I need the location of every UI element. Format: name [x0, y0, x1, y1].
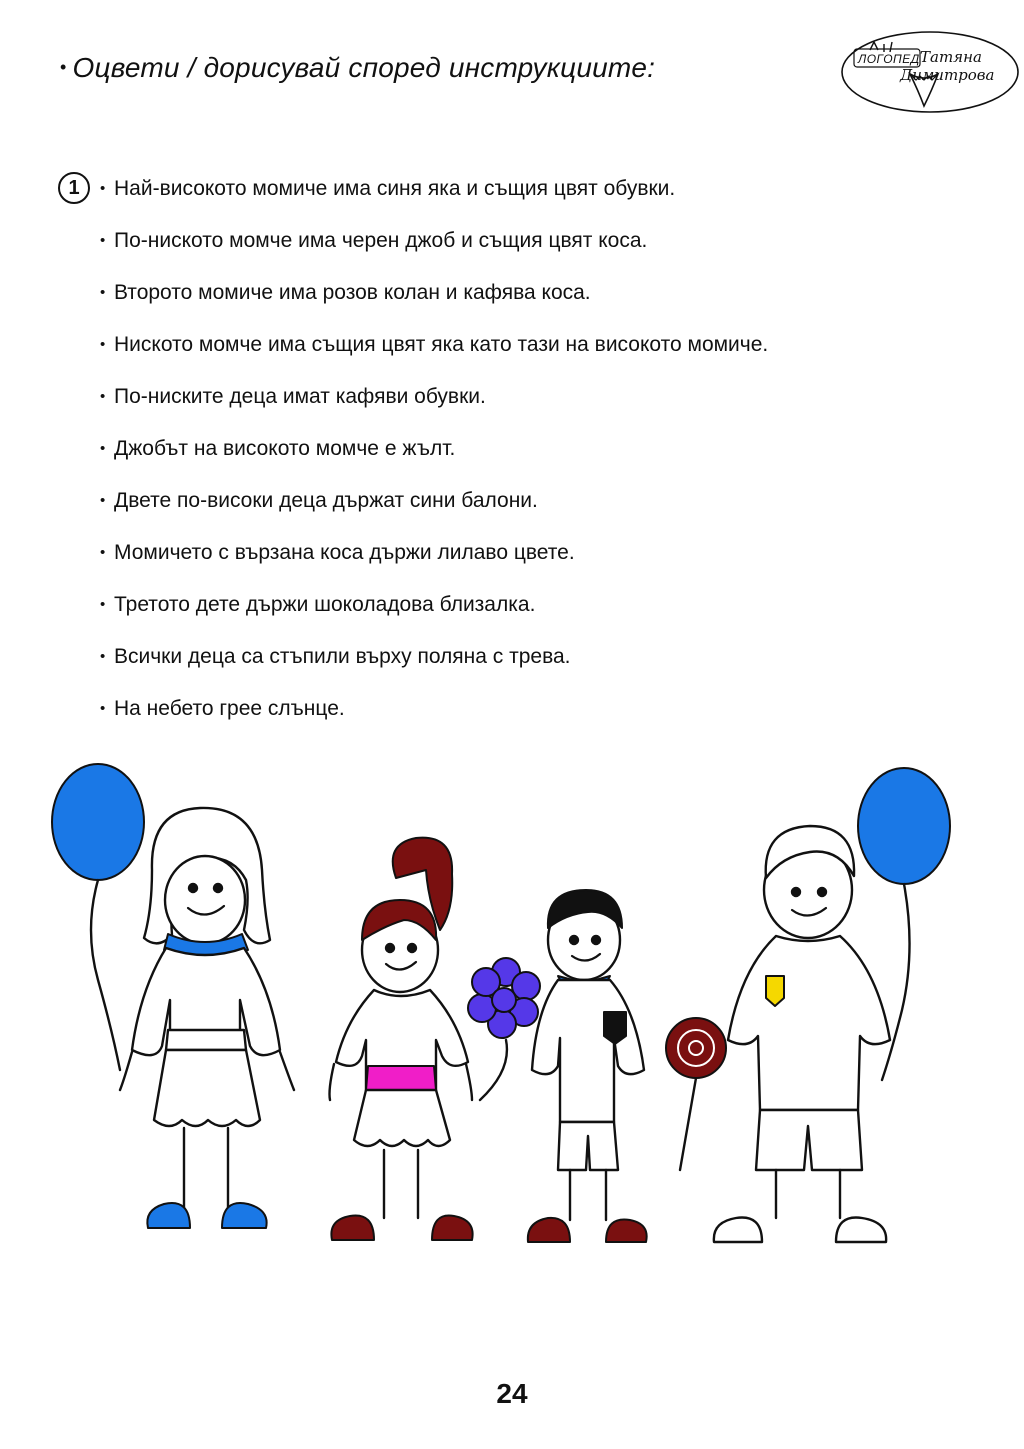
instruction-item: [100, 280, 768, 332]
instruction-text: По-ниските деца имат кафяви обувки.: [114, 385, 486, 408]
instruction-item: [100, 228, 768, 280]
bullet: •: [100, 180, 106, 197]
instruction-text: Най-високото момиче има синя яка и същия цвят обувки.: [114, 177, 676, 200]
bullet: •: [100, 492, 106, 509]
instruction-text: Двете по-високи деца държат сини балони.: [114, 489, 538, 512]
logo-text-speech-therapist: ЛОГОПЕД: [858, 52, 920, 66]
title-text: Оцвети / дорисувай според инструкциите:: [72, 52, 656, 83]
instruction-item: [100, 436, 768, 488]
bullet: •: [100, 284, 106, 301]
bullet: •: [100, 648, 106, 665]
instruction-text: По-ниското момче има черен джоб и същия цвят коса.: [114, 229, 648, 252]
logo-text-lastname: Димитрова: [900, 66, 995, 84]
title-bullet: •: [60, 57, 67, 77]
flower: [468, 958, 540, 1100]
instruction-text: На небето грее слънце.: [114, 697, 345, 720]
bullet: •: [100, 544, 106, 561]
instruction-item: [100, 540, 768, 592]
ponytail-girl: [330, 838, 473, 1240]
task-number-badge: 1: [58, 172, 90, 204]
bullet: •: [100, 700, 106, 717]
instruction-item: [100, 176, 768, 228]
instruction-item: [100, 592, 768, 644]
children-illustration: [40, 750, 1000, 1270]
instruction-text: Джобът на високото момче е жълт.: [114, 437, 456, 460]
worksheet-title: [60, 52, 655, 84]
instruction-item: [100, 696, 768, 748]
short-boy: [528, 890, 647, 1242]
instruction-item: [100, 644, 768, 696]
page-number: 24: [496, 1378, 528, 1409]
tall-boy: [714, 826, 890, 1242]
instruction-text: Момичето с вързана коса държи лилаво цвете.: [114, 541, 575, 564]
instruction-text: Ниското момче има същия цвят яка като тази на високото момиче.: [114, 333, 769, 356]
bullet: •: [100, 388, 106, 405]
bullet: •: [100, 336, 106, 353]
bullet: •: [100, 232, 106, 249]
instruction-item: [100, 488, 768, 540]
instruction-text: Всички деца са стъпили върху поляна с трева.: [114, 645, 571, 668]
lollipop: [666, 1018, 726, 1170]
instruction-item: [100, 332, 768, 384]
instruction-text: Второто момиче има розов колан и кафява коса.: [114, 281, 591, 304]
tall-girl: [120, 808, 294, 1228]
bullet: •: [100, 440, 106, 457]
instruction-item: [100, 384, 768, 436]
balloon-left: [52, 764, 144, 1070]
instruction-list: [100, 176, 768, 748]
instruction-text: Третото дете държи шоколадова близалка.: [114, 593, 536, 616]
bullet: •: [100, 596, 106, 613]
logo-text-firstname: Татяна: [920, 48, 982, 66]
